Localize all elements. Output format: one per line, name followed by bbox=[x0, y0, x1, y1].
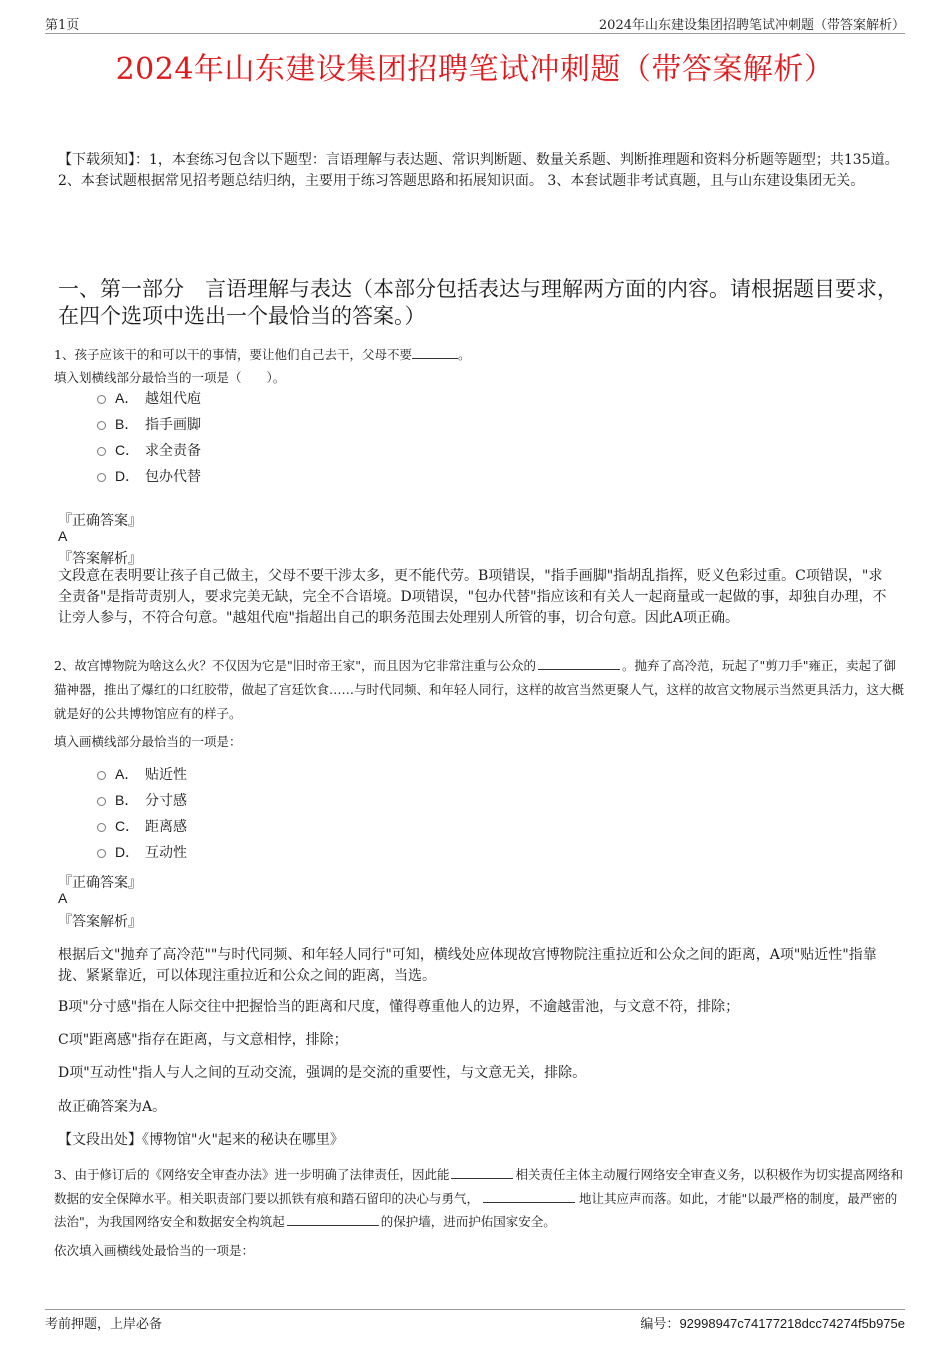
answer-blank bbox=[451, 1166, 513, 1179]
radio-icon[interactable] bbox=[97, 447, 106, 456]
radio-icon[interactable] bbox=[97, 823, 106, 832]
q1-answer: A bbox=[58, 528, 68, 544]
question-1-prompt: 填入划横线部分最恰当的一项是（ ）。 bbox=[54, 370, 286, 385]
download-notice: 【下载须知】：1，本套练习包含以下题型：言语理解与表达题、常识判断题、数量关系题、判断推理题和资料分析题等题型；共135道。 2、本套试题根据常见招考题总结归纳，主要用于练习答题思路和拓展知识面。 3、本套试题非考试真题，且与山东建设集团无关。 bbox=[58, 152, 899, 189]
q1-analysis-label: 『答案解析』 bbox=[58, 551, 142, 567]
answer-blank bbox=[483, 1190, 575, 1203]
radio-icon[interactable] bbox=[97, 849, 106, 858]
page-number: 第1页 bbox=[45, 18, 80, 33]
radio-icon[interactable] bbox=[97, 797, 106, 806]
q2-answer-label: 『正确答案』 bbox=[58, 875, 142, 891]
header-rule bbox=[45, 33, 905, 34]
q1-analysis: 文段意在表明要让孩子自己做主，父母不要干涉太多，更不能代劳。B项错误，"指手画脚"指胡乱指挥，贬义色彩过重。C项错误，"求全责备"是指苛责别人，要求完美无缺，完全不合语境。D项错误，"包办代替"指应该和有关人一起商量或一起做的事，却独自办理，不让旁人参与，不符合句意。"越俎代庖"指超出自己的职务范围去处理别人所管的事，切合句意。因此A项正确。 bbox=[58, 568, 887, 626]
answer-blank bbox=[412, 346, 458, 359]
q2-source: 【文段出处】《博物馆"火"起来的秘诀在哪里》 bbox=[58, 1132, 344, 1148]
footer-rule bbox=[45, 1309, 905, 1310]
q1-option-a[interactable]: A． 越俎代庖 bbox=[97, 388, 201, 408]
q1-option-c[interactable]: C． 求全责备 bbox=[97, 440, 201, 460]
q2-analysis-para-3: C项"距离感"指存在距离，与文意相悖，排除； bbox=[58, 1032, 348, 1048]
q2-analysis-label: 『答案解析』 bbox=[58, 914, 142, 930]
radio-icon[interactable] bbox=[97, 421, 106, 430]
section-heading: 一、第一部分 言语理解与表达（本部分包括表达与理解两方面的内容。请根据题目要求，在四个选项中选出一个最恰当的答案。） bbox=[58, 277, 898, 328]
answer-blank bbox=[287, 1213, 379, 1226]
question-2-stem: 2、故宫博物院为啥这么火？不仅因为它是"旧时帝王家"，而且因为它非常注重与公众的 。抛弃了高冷范，玩起了"剪刀手"雍正，卖起了御猫神器，推出了爆红的口红胶带，做起了宫廷饮食……与时代同频、和年轻人同行，这样的故宫当然更聚人气，这样的故宫文物展示当然更具活力，这大概就是好的公共博物馆应有的样子。 bbox=[54, 658, 905, 721]
q2-answer: A bbox=[58, 890, 68, 906]
question-2-prompt: 填入画横线部分最恰当的一项是： bbox=[54, 734, 242, 749]
q2-option-b[interactable]: B． 分寸感 bbox=[97, 790, 187, 810]
q2-analysis-para-2: B项"分寸感"指在人际交往中把握恰当的距离和尺度，懂得尊重他人的边界，不逾越雷池，与文意不符，排除； bbox=[58, 999, 740, 1015]
answer-blank bbox=[538, 657, 620, 670]
q2-analysis-para-1: 根据后文"抛弃了高冷范""与时代同频、和年轻人同行"可知，横线处应体现故宫博物院注重拉近和公众之间的距离，A项"贴近性"指靠拢、紧紧靠近，可以体现注重拉近和公众之间的距离，当选。 bbox=[58, 947, 877, 984]
radio-icon[interactable] bbox=[97, 395, 106, 404]
question-3-stem: 3、由于修订后的《网络安全审查办法》进一步明确了法律责任，因此能 相关责任主体主动履行网络安全审查义务，以积极作为切实提高网络和数据的安全保障水平。相关职责部门要以抓铁有痕和踏石留印的决心与勇气， 地让其应声而落。如此，才能"以最严格的制度，最严密的法治"，为我国网络安全和数据安全构筑起 的保护墙，进而护佑国家安全。 bbox=[54, 1167, 903, 1229]
running-title: 2024年山东建设集团招聘笔试冲刺题（带答案解析） bbox=[598, 18, 905, 33]
question-3-prompt: 依次填入画横线处最恰当的一项是： bbox=[54, 1243, 255, 1258]
radio-icon[interactable] bbox=[97, 771, 106, 780]
question-1-stem: 1、孩子应该干的和可以干的事情，要让他们自己去干，父母不要 。 bbox=[54, 347, 471, 362]
q2-analysis-para-4: D项"互动性"指人与人之间的互动交流，强调的是交流的重要性，与文意无关，排除。 bbox=[58, 1065, 587, 1081]
q1-option-b[interactable]: B． 指手画脚 bbox=[97, 414, 201, 434]
q1-option-d[interactable]: D． 包办代替 bbox=[97, 466, 201, 486]
footer-code: 编号：92998947c74177218dcc74274f5b975e bbox=[640, 1316, 905, 1332]
q2-option-c[interactable]: C． 距离感 bbox=[97, 816, 187, 836]
q2-analysis-para-5: 故正确答案为A。 bbox=[58, 1099, 167, 1115]
radio-icon[interactable] bbox=[97, 473, 106, 482]
document-title: 2024年山东建设集团招聘笔试冲刺题（带答案解析） bbox=[115, 52, 835, 87]
q1-answer-label: 『正确答案』 bbox=[58, 513, 142, 529]
footer-slogan: 考前押题，上岸必备 bbox=[45, 1317, 163, 1332]
q2-option-d[interactable]: D． 互动性 bbox=[97, 842, 187, 862]
q2-option-a[interactable]: A． 贴近性 bbox=[97, 764, 187, 784]
